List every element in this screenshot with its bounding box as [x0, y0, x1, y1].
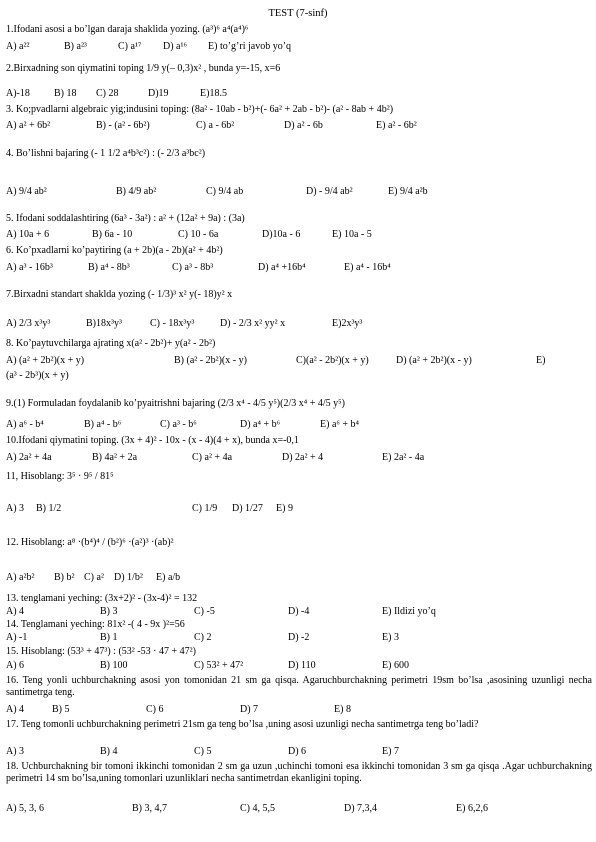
option-c: C) 9/4 ab	[206, 186, 244, 197]
option-a: A) 2a² + 4a	[6, 452, 52, 463]
option-a: A) 4	[6, 606, 25, 617]
option-a: A) a⁶ - b⁴	[6, 419, 44, 430]
question-14-options	[6, 632, 592, 644]
question-9-text: 9.(1) Formuladan foydalanib ko’pyaitrishni bajaring (2/3 x⁴ - 4/5 y⁵)(2/3 x⁴ + 4/5 y⁵)	[6, 398, 345, 409]
option-b: B) 4/9 ab²	[116, 186, 157, 197]
option-c: C) 5	[194, 746, 212, 757]
question-10-text: 10.Ifodani qiymatini toping. (3x + 4)² - 10x - (x - 4)(4 + x), bunda x=-0,1	[6, 435, 299, 446]
option-c: C) a²	[84, 572, 104, 583]
question-8-option-e-value: (a³ - 2b³)(x + y)	[6, 370, 69, 381]
option-c: C) 2	[194, 632, 212, 643]
option-d: D) - 2/3 x² yy² x	[220, 318, 286, 329]
question-2-text: 2.Birxadning son qiymatini toping 1/9 y(– 0,3)x² , bunda y=-15, x=6	[6, 63, 281, 74]
option-a: A) (a² + 2b²)(x + y)	[6, 355, 85, 366]
question-8-text: 8. Ko’paytuvchilarga ajrating x(a² - 2b²)+ y(a² - 2b²)	[6, 338, 216, 349]
option-a: A) a² + 6b²	[6, 120, 51, 131]
option-a: A) 9/4 ab²	[6, 186, 47, 197]
question-1-options	[6, 41, 592, 53]
option-c: C)(a² - 2b²)(x + y)	[296, 355, 369, 366]
option-d: D) a² - 6b	[284, 120, 323, 131]
option-e: E)2x³y³	[332, 318, 363, 329]
option-a: A)-18	[6, 88, 30, 99]
option-a: A) 2/3 x³y³	[6, 318, 51, 329]
option-e: E) 6,2,6	[456, 803, 488, 814]
option-d: D) a⁴ + b⁶	[240, 419, 281, 430]
question-17-options	[6, 746, 592, 758]
option-b: B) 1	[100, 632, 118, 643]
question-10-options	[6, 452, 592, 464]
option-e: E) a² - 6b²	[376, 120, 417, 131]
question-18-text: 18. Uchburchakning bir tomoni ikkinchi tomonidan 2 sm ga uzun ,uchinchi tomoni esa ikkinchi tomonidan 3 sm ga qisqa .Agar uchburchakning perimetri 14 sm bo’lsa,uning tomonlari uzunliklari necha santimetrdan ekanligini toping.	[6, 761, 592, 784]
option-d: D) 1/b²	[114, 572, 143, 583]
option-b: B) 3	[100, 606, 118, 617]
question-3-options	[6, 120, 592, 132]
option-b: B) a⁴ - 8b³	[88, 262, 130, 273]
option-d: D) 6	[288, 746, 307, 757]
question-13-options	[6, 606, 592, 618]
option-e: E) 3	[382, 632, 399, 643]
option-e: E) 9	[276, 503, 293, 514]
option-e: E) 600	[382, 660, 409, 671]
option-a: A) a²²	[6, 41, 30, 52]
option-b: B) a⁴ - b⁶	[84, 419, 122, 430]
option-d: D) - 9/4 ab²	[306, 186, 353, 197]
question-1-text: 1.Ifodani asosi a bo’lgan daraja shaklida yozing. (a³)⁶ a⁴(a⁴)⁶	[6, 24, 249, 35]
option-c: C) 28	[96, 88, 119, 99]
option-d: D) 7,3,4	[344, 803, 378, 814]
option-b: B) 6a - 10	[92, 229, 133, 240]
option-e: E) 2a² - 4a	[382, 452, 425, 463]
option-a: A) 3	[6, 503, 25, 514]
option-a: A) 5, 3, 6	[6, 803, 45, 814]
question-12-options	[6, 572, 592, 584]
question-14-text: 14. Tenglamani yeching: 81x² -( 4 - 9x )²=56	[6, 619, 185, 630]
option-e: E) a⁴ - 16b⁴	[344, 262, 391, 273]
option-a: A) 4	[6, 704, 25, 715]
option-a: A) -1	[6, 632, 28, 643]
option-b: B) 4	[100, 746, 118, 757]
option-d: D) 1/27	[232, 503, 263, 514]
option-c: C) 6	[146, 704, 164, 715]
question-4-text: 4. Bo’lishni bajaring (- 1 1/2 a⁴b³c²) : (- 2/3 a³bc²)	[6, 148, 206, 159]
question-11-options	[6, 503, 592, 515]
option-d: D) 2a² + 4	[282, 452, 324, 463]
option-b: B) 3, 4,7	[132, 803, 167, 814]
option-e: E) a⁶ + b⁴	[320, 419, 359, 430]
question-8-options	[6, 355, 592, 367]
option-c: C) -5	[194, 606, 215, 617]
question-5-text: 5. Ifodani soddalashtiring (6a³ - 3a²) : a² + (12a² + 9a) : (3a)	[6, 213, 245, 224]
option-b: B)18x³y³	[86, 318, 122, 329]
option-e: E) to’g’ri javob yo’q	[208, 41, 292, 52]
option-a: A) 10a + 6	[6, 229, 50, 240]
question-17-text: 17. Teng tomonli uchburchakning perimetri 21sm ga teng bo’lsa ,uning asosi uzunligi necha santimetrga teng bo’ladi?	[6, 719, 479, 730]
option-e: E) 8	[334, 704, 351, 715]
question-15-text: 15. Hisoblang: (53³ + 47³) : (53² -53 · 47 + 47²)	[6, 646, 196, 657]
option-d: D) a⁴ +16b⁴	[258, 262, 306, 273]
question-18-options	[6, 803, 592, 815]
option-d: D) 110	[288, 660, 316, 671]
question-15-options	[6, 660, 592, 672]
option-c: C) a¹⁷	[118, 41, 142, 52]
option-a: A) a²b²	[6, 572, 35, 583]
option-b: B) a²³	[64, 41, 87, 52]
question-16-text: 16. Teng yonli uchburchakning asosi yon tomonidan 21 sm ga qisqa. Agaruchburchakning perimetri 19sm bo’lsa ,asosining uzunligi necha santimetrga teng.	[6, 675, 592, 698]
option-c: C) 1/9	[192, 503, 218, 514]
option-b: B) 4a² + 2a	[92, 452, 138, 463]
option-a: A) 6	[6, 660, 25, 671]
option-b: B) (a² - 2b²)(x - y)	[174, 355, 247, 366]
question-9-options	[6, 419, 592, 431]
question-7-options	[6, 318, 592, 330]
question-13-text: 13. tenglamani yeching: (3x+2)² - (3x-4)² = 132	[6, 593, 198, 604]
question-4-options	[6, 186, 592, 198]
option-d: D) a¹⁶	[163, 41, 187, 52]
question-7-text: 7.Birxadni standart shaklda yozing (- 1/3)³ x² y(- 18)y² x	[6, 289, 233, 300]
option-e: E) 7	[382, 746, 399, 757]
option-e: E)	[536, 355, 546, 366]
option-c: C) 4, 5,5	[240, 803, 275, 814]
question-6-options	[6, 262, 592, 274]
question-6-text: 6. Ko’pxadlarni ko’paytiring (a + 2b)(a - 2b)(a² + 4b²)	[6, 245, 223, 256]
option-b: B) 100	[100, 660, 128, 671]
option-c: C) a³ - b⁶	[160, 419, 197, 430]
option-b: B) 5	[52, 704, 70, 715]
option-d: D)19	[148, 88, 169, 99]
option-e: E) 9/4 a²b	[388, 186, 428, 197]
option-d: D) -4	[288, 606, 310, 617]
option-c: C) a³ - 8b³	[172, 262, 214, 273]
option-c: C) - 18x³y³	[150, 318, 195, 329]
option-d: D)10a - 6	[262, 229, 301, 240]
option-e: E) a/b	[156, 572, 181, 583]
option-b: B) b²	[54, 572, 75, 583]
option-e: E)18.5	[200, 88, 227, 99]
option-d: D) 7	[240, 704, 259, 715]
question-5-options	[6, 229, 592, 241]
page-title: TEST (7-sinf)	[268, 8, 328, 19]
option-b: B) - (a² - 6b²)	[96, 120, 150, 131]
option-b: B) 1/2	[36, 503, 62, 514]
option-c: C) 10 - 6a	[178, 229, 219, 240]
option-d: D) -2	[288, 632, 310, 643]
option-c: C) a - 6b²	[196, 120, 235, 131]
question-11-text: 11, Hisoblang: 3⁵ · 9⁵ / 81⁵	[6, 471, 114, 482]
question-12-text: 12. Hisoblang: a⁸ ·(b⁴)⁴ / (b²)⁶ ·(a²)³ ·(ab)²	[6, 537, 174, 548]
option-a: A) a³ - 16b³	[6, 262, 53, 273]
option-e: E) 10a - 5	[332, 229, 372, 240]
question-3-text: 3. Ko;pvadlarni algebraic yig;indusini toping: (8a² - 10ab - b²)+(- 6a² + 2ab - b²)- (a² - 8ab + 4b²)	[6, 104, 394, 115]
option-a: A) 3	[6, 746, 25, 757]
option-c: C) a² + 4a	[192, 452, 233, 463]
question-2-options	[6, 88, 592, 100]
option-d: D) (a² + 2b²)(x - y)	[396, 355, 472, 366]
option-e: E) Ildizi yo’q	[382, 606, 436, 617]
option-c: C) 53² + 47²	[194, 660, 244, 671]
option-b: B) 18	[54, 88, 77, 99]
question-16-options	[6, 704, 592, 716]
